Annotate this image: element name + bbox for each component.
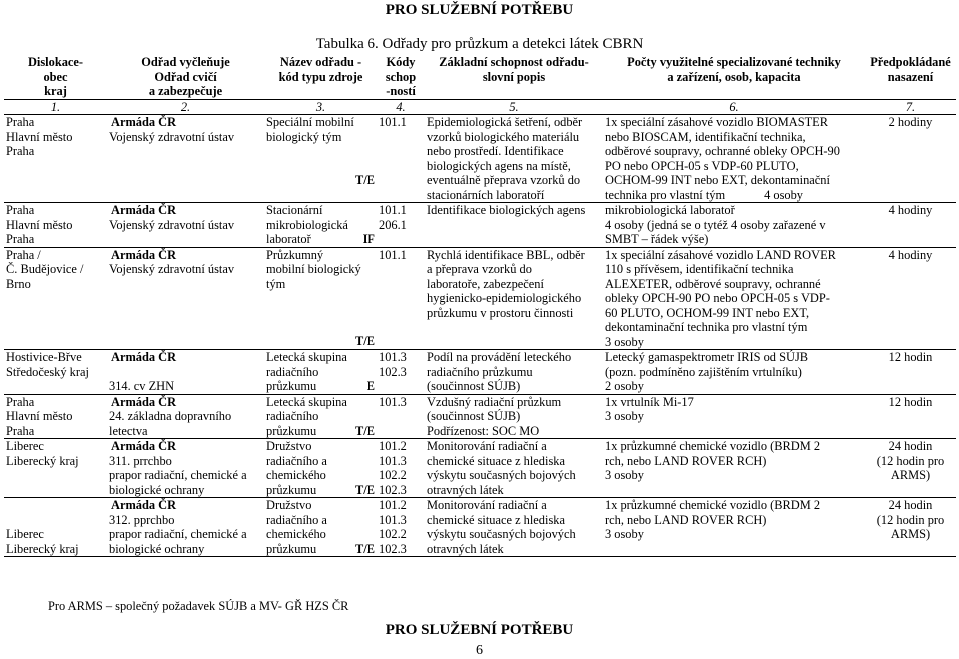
unit-name-cell (264, 247, 377, 350)
page-footer: PRO SLUŽEBNÍ POTŘEBU (385, 622, 574, 638)
footnote: Pro ARMS – společný požadavek SÚJB a MV- GŘ HZS ČR (48, 599, 349, 613)
column-header: Základní schopnost odřadu- slovní popis (439, 55, 589, 84)
capability-codes-cell: 101.2 101.3 102.2 102.3 (377, 439, 425, 498)
organization-unit: 312. pprchbo prapor radiační, chemické a biologické ochrany (109, 512, 247, 556)
deployment-time-cell: 4 hodiny (865, 203, 956, 248)
capability-description-cell: Monitorování radiační a chemické situace z hlediska výskytu současných bojových otravných látek (425, 439, 603, 498)
capability-description-cell: Rychlá identifikace BBL, odběr a přeprava vzorků do laboratoře, zabezpečení hygienicko-epidemiologického průzkumu v prostoru činnosti (425, 247, 603, 350)
unit-name: Stacionární mikrobiologická (266, 203, 348, 232)
equipment-cell: 1x vrtulník Mi-17 3 osoby (603, 394, 865, 439)
organization-name: Armáda ČR (111, 394, 177, 409)
resource-type-code: T/E (355, 482, 375, 497)
deployment-time-cell: 24 hodin (12 hodin pro ARMS) (865, 439, 956, 498)
column-header: Dislokace- obec kraj (27, 55, 84, 98)
organization-name: Armáda ČR (111, 439, 177, 453)
unit-name: Letecká skupina radiačního (266, 350, 347, 379)
capability-codes-cell: 101.3 102.3 (377, 350, 425, 395)
unit-name-last: průzkumu (266, 482, 317, 497)
organization-name: Armáda ČR (111, 247, 177, 262)
resource-type-code: E (366, 379, 375, 393)
equipment-cell: 1x průzkumné chemické vozidlo (BRDM 2 rch, nebo LAND ROVER RCH) 3 osoby (603, 498, 865, 557)
equipment-last-line: technika pro vlastní tým (605, 187, 726, 202)
column-header: Název odřadu - kód typu zdroje (278, 55, 363, 84)
table-body (4, 115, 956, 557)
unit-name: Letecká skupina radiačního (266, 394, 347, 423)
deployment-time-cell: 12 hodin (865, 394, 956, 439)
column-number: 3. (264, 99, 377, 115)
organization-name: Armáda ČR (111, 203, 177, 217)
capability-codes-cell: 101.1 (377, 247, 425, 350)
unit-name-cell (264, 203, 377, 248)
capability-codes-cell: 101.1 (379, 115, 407, 129)
unit-name-last: průzkumu (266, 541, 317, 556)
organization-name: Armáda ČR (111, 498, 177, 512)
table-caption: Tabulka 6. Odřady pro průzkum a detekci látek CBRN (315, 36, 644, 52)
table-row (4, 350, 956, 395)
capability-description-cell: Vzdušný radiační průzkum (součinnost SÚJB) Podřízenost: SOC MO (425, 394, 603, 439)
capability-description-cell: Monitorování radiační a chemické situace z hlediska výskytu současných bojových otravných látek (425, 498, 603, 557)
deployment-time-cell: 12 hodin (865, 350, 956, 395)
organization-unit: 314. cv ZHN (109, 379, 175, 393)
location-cell: Praha Hlavní město Praha (4, 394, 107, 439)
cbrn-units-table (4, 55, 956, 557)
unit-name: Družstvo radiačního a chemického (266, 498, 327, 541)
capability-description-cell: Epidemiologická šetření, odběr vzorků biologického materiálu nebo prostředí. Identifikace biologických agens na místě, eventuálně přeprava vzorků do stacionárních laboratoří (427, 115, 583, 202)
unit-name-cell (264, 394, 377, 439)
resource-type-code: IF (362, 232, 375, 246)
column-number-row (4, 99, 956, 115)
table-row (4, 498, 956, 557)
table-header-row (4, 55, 956, 99)
deployment-time-cell: 2 hodiny (888, 115, 933, 129)
organization-unit: 24. základna dopravního letectva (109, 409, 232, 438)
table-row (4, 394, 956, 439)
capability-codes-cell: 101.1 206.1 (377, 203, 425, 248)
equipment-cell: 1x speciální zásahové vozidlo LAND ROVER 110 s přívěsem, identifikační technika ALEXETER, odběrové soupravy, ochranné obleky OPCH-90 PO nebo OPCH-05 s VDP- 60 PLUTO, OCHOM-99 INT nebo EXT, dekontaminační technika pro vlastní tým 3 osoby (603, 247, 865, 350)
column-number: 1. (4, 99, 107, 115)
column-header: Počty využitelné specializované techniky a zařízení, osob, kapacita (627, 55, 841, 84)
organization-cell (107, 247, 264, 350)
equipment-cell: 1x průzkumné chemické vozidlo (BRDM 2 rch, nebo LAND ROVER RCH) 3 osoby (603, 439, 865, 498)
equipment-cell: mikrobiologická laboratoř 4 osoby (jedná se o tytéž 4 osoby zařazené v SMBT – řádek výše) (603, 203, 865, 248)
table-row (4, 247, 956, 350)
unit-name-last: laboratoř (266, 232, 311, 246)
table-row (4, 203, 956, 248)
column-header: Kódy schop -ností (385, 55, 417, 98)
table-row (4, 439, 956, 498)
organization-unit: Vojenský zdravotní ústav (109, 129, 235, 144)
resource-type-code: T/E (355, 541, 375, 556)
unit-name-last: průzkumu (266, 423, 317, 438)
organization-name: Armáda ČR (111, 115, 177, 129)
unit-name: Družstvo radiačního a chemického (266, 439, 327, 482)
capability-codes-cell: 101.2 101.3 102.2 102.3 (377, 498, 425, 557)
column-number: 4. (377, 99, 425, 115)
deployment-time-cell: 4 hodiny (865, 247, 956, 350)
capability-description-cell: Podíl na provádění leteckého radiačního průzkumu (součinnost SÚJB) (425, 350, 603, 395)
resource-type-code: T/E (355, 173, 375, 187)
column-number: 5. (425, 99, 603, 115)
unit-name-cell (264, 115, 377, 203)
location-cell: Hostivice-Břve Středočeský kraj (4, 350, 107, 395)
resource-type-code: T/E (355, 334, 375, 348)
unit-name-last: průzkumu (266, 379, 317, 393)
column-header: Předpokládané nasazení (870, 55, 951, 84)
organization-unit: Vojenský zdravotní ústav (109, 217, 235, 232)
location-cell: Praha Hlavní město Praha (6, 115, 73, 158)
column-header: Odřad vyčleňuje Odřad cvičí a zabezpečuje (141, 55, 230, 98)
column-number: 6. (603, 99, 865, 115)
organization-cell (107, 394, 264, 439)
unit-name-cell (264, 498, 377, 557)
location-cell: Liberec Liberecký kraj (4, 439, 107, 498)
organization-unit: Vojenský zdravotní ústav (109, 262, 235, 276)
location-cell: Praha / Č. Budějovice / Brno (4, 247, 107, 350)
location-cell: Liberec Liberecký kraj (4, 498, 107, 557)
unit-name-cell (264, 350, 377, 395)
unit-name: Speciální mobilní biologický tým (266, 115, 354, 144)
organization-unit: 311. prrchbo prapor radiační, chemické a biologické ochrany (109, 453, 247, 497)
organization-cell (107, 115, 264, 203)
page-header: PRO SLUŽEBNÍ POTŘEBU (385, 2, 574, 18)
capability-description-cell: Identifikace biologických agens (425, 203, 603, 248)
equipment-cell: 1x speciální zásahové vozidlo BIOMASTER nebo BIOSCAM, identifikační technika, odběrové soupravy, ochranné obleky OPCH-90 PO nebo OPCH-05 s VDP-60 PLUTO, OCHOM-99 INT nebo EXT, dekontaminační technika pro vlastní tým 4 osoby (603, 115, 865, 203)
equipment-persons: 4 osoby (764, 187, 803, 202)
table-row (4, 115, 956, 203)
organization-name: Armáda ČR (111, 350, 177, 364)
organization-cell (107, 203, 264, 248)
unit-name-cell (264, 439, 377, 498)
resource-type-code: T/E (355, 423, 375, 438)
column-number: 7. (865, 99, 956, 115)
page-number: 6 (476, 643, 483, 658)
capability-codes-cell: 101.3 (377, 394, 425, 439)
deployment-time-cell: 24 hodin (12 hodin pro ARMS) (865, 498, 956, 557)
organization-cell (107, 439, 264, 498)
column-number: 2. (107, 99, 264, 115)
unit-name: Průzkumný mobilní biologický tým (266, 247, 361, 291)
location-cell: Praha Hlavní město Praha (4, 203, 107, 248)
equipment-cell: Letecký gamaspektrometr IRIS od SÚJB (pozn. podmíněno zajištěním vrtulníku) 2 osoby (603, 350, 865, 395)
organization-cell (107, 350, 264, 395)
organization-cell (107, 498, 264, 557)
